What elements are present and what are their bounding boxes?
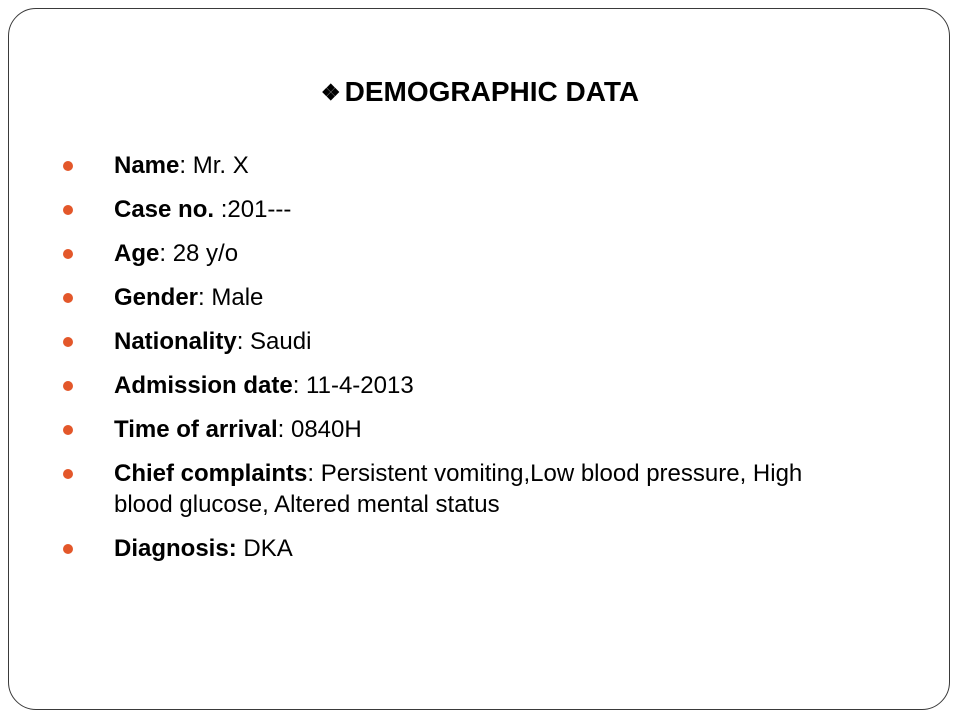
- list-item-case-no: [63, 194, 863, 225]
- item-value: 0840H: [290, 416, 362, 443]
- item-separator: :: [307, 460, 321, 487]
- item-label: Case no.: [114, 196, 215, 223]
- item-separator: :: [292, 372, 307, 399]
- item-label: Gender: [114, 284, 199, 311]
- item-value: 201---: [227, 196, 292, 223]
- list-item-nationality: [63, 326, 863, 357]
- bullet-icon: [63, 544, 73, 554]
- item-value: Male: [211, 284, 264, 311]
- item-label: Age: [114, 240, 160, 267]
- item-label: Diagnosis:: [114, 535, 237, 562]
- item-value: Persistent vomiting,Low blood pressure, High blood glucose, Altered mental status: [114, 460, 803, 518]
- bullet-icon: [63, 337, 73, 347]
- item-separator: :: [214, 196, 228, 223]
- item-value: 11-4-2013: [306, 372, 414, 399]
- item-label: Nationality: [114, 328, 237, 355]
- bullet-icon: [63, 293, 73, 303]
- demographic-list: [63, 150, 863, 577]
- list-item-gender: [63, 282, 863, 313]
- item-value: DKA: [243, 535, 293, 562]
- item-label: Time of arrival: [114, 416, 278, 443]
- item-value: Saudi: [250, 328, 312, 355]
- bullet-icon: [63, 425, 73, 435]
- list-item-diagnosis: [63, 533, 863, 564]
- list-item-time-of-arrival: [63, 414, 863, 445]
- list-item-age: [63, 238, 863, 269]
- slide-title: [0, 74, 960, 111]
- diamond-bullet-icon: ❖: [320, 80, 341, 105]
- item-separator: :: [198, 284, 212, 311]
- bullet-icon: [63, 469, 73, 479]
- item-separator: :: [159, 240, 173, 267]
- slide-title-text: DEMOGRAPHIC DATA: [344, 76, 640, 107]
- item-label: Chief complaints: [114, 460, 308, 487]
- list-item-admission-date: [63, 370, 863, 401]
- item-value: 28 y/o: [172, 240, 239, 267]
- item-label: Admission date: [114, 372, 293, 399]
- item-separator: :: [179, 152, 193, 179]
- bullet-icon: [63, 205, 73, 215]
- bullet-icon: [63, 249, 73, 259]
- bullet-icon: [63, 161, 73, 171]
- item-separator: :: [236, 328, 251, 355]
- item-value: Mr. X: [192, 152, 249, 179]
- list-item-name: [63, 150, 863, 181]
- item-separator: :: [277, 416, 291, 443]
- bullet-icon: [63, 381, 73, 391]
- item-label: Name: [114, 152, 180, 179]
- list-item-chief-complaints: [63, 458, 863, 520]
